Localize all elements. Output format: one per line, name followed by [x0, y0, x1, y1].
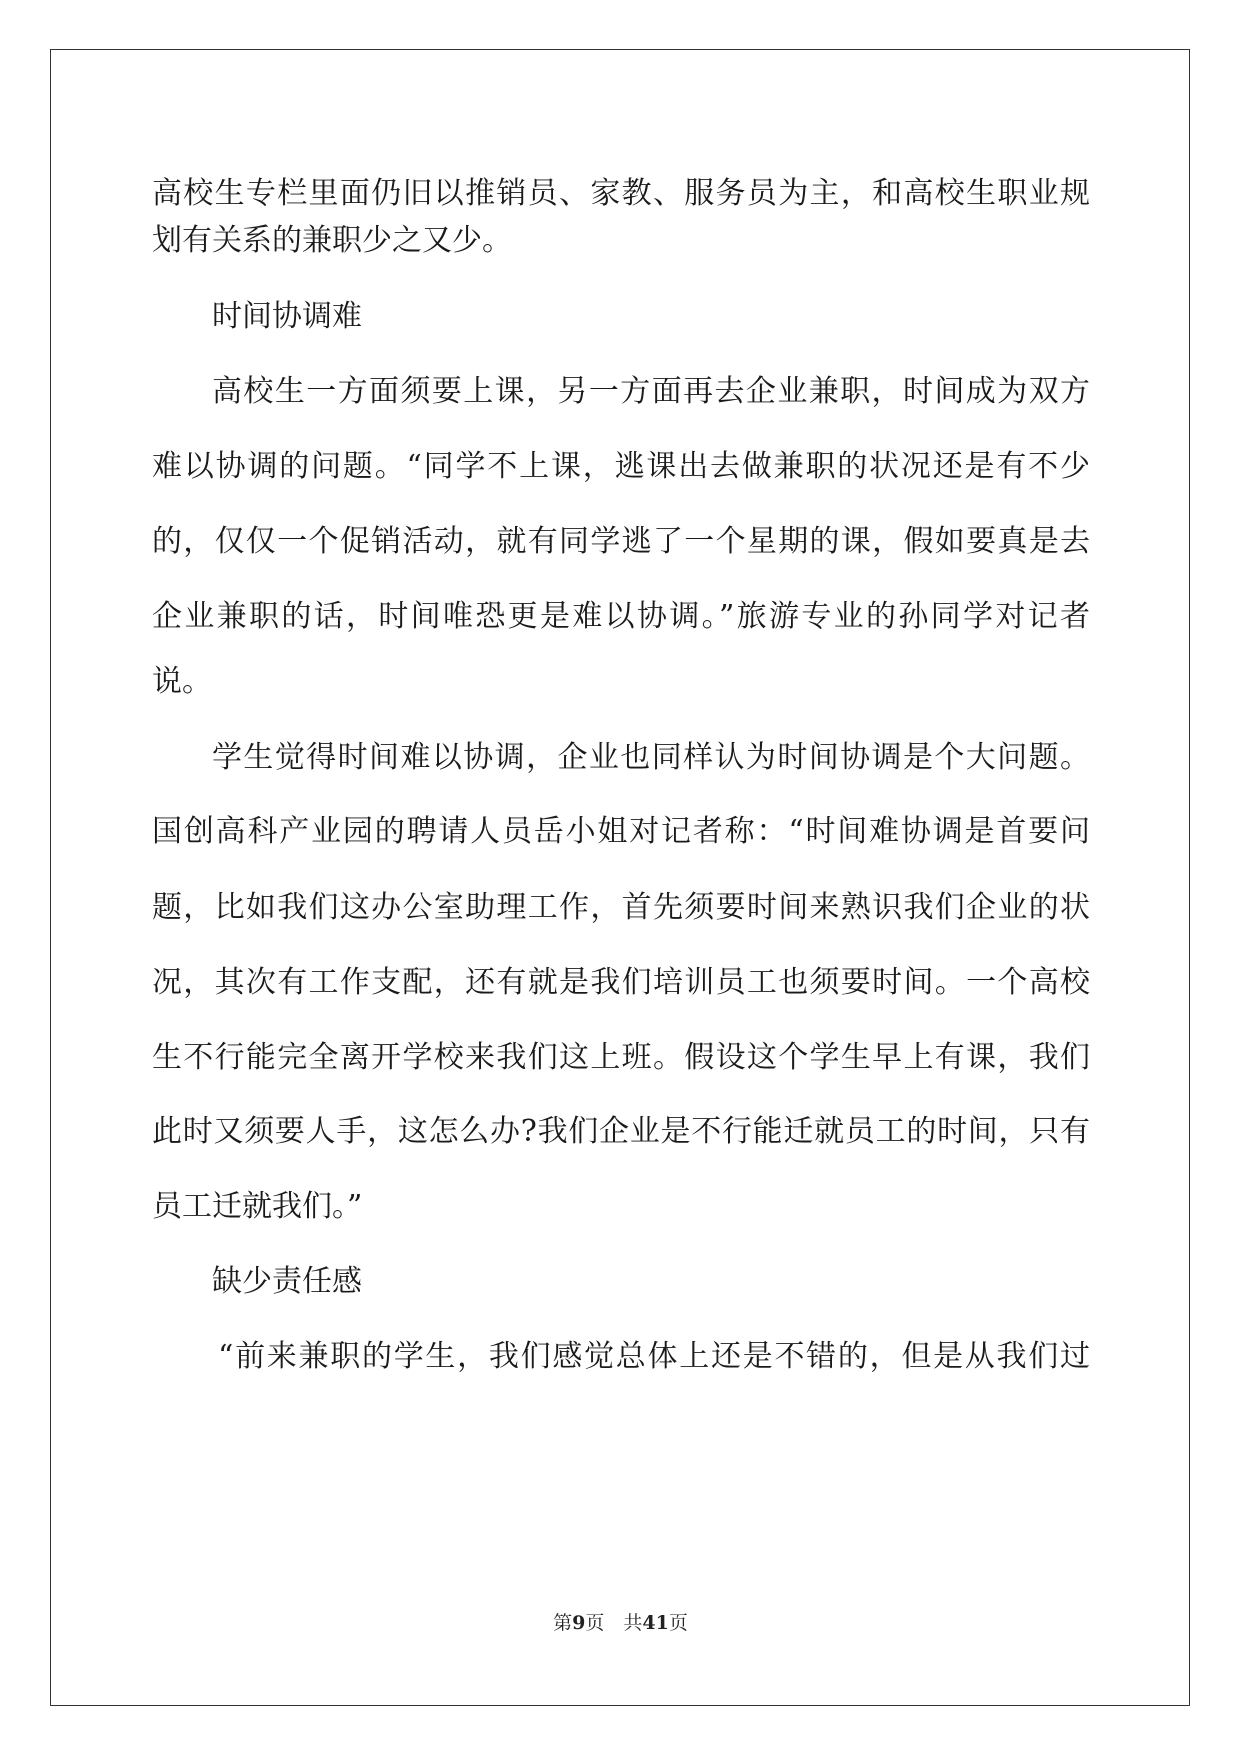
body-text-line: 企业兼职的话，时间唯恐更是难以协调。”旅游专业的孙同学对记者 [152, 599, 1090, 634]
footer-prefix: 第 [553, 1612, 573, 1634]
body-text-line: 高校生专栏里面仍旧以推销员、家教、服务员为主，和高校生职业规 [152, 176, 1090, 211]
total-page-number: 41 [642, 1612, 669, 1634]
body-text-line: 高校生一方面须要上课，另一方面再去企业兼职，时间成为双方 [212, 374, 1090, 409]
body-text-line: 说。 [152, 664, 212, 699]
current-page-number: 9 [572, 1612, 586, 1634]
body-text-line: 况，其次有工作支配，还有就是我们培训员工也须要时间。一个高校 [152, 965, 1090, 1000]
body-text-line: “前来兼职的学生，我们感觉总体上还是不错的，但是从我们过 [218, 1339, 1090, 1374]
body-text-line: 学生觉得时间难以协调，企业也同样认为时间协调是个大问题。 [212, 740, 1090, 775]
body-text-line: 题，比如我们这办公室助理工作，首先须要时间来熟识我们企业的状 [152, 890, 1090, 925]
body-text-line: 国创高科产业园的聘请人员岳小姐对记者称：“时间难协调是首要问 [152, 814, 1090, 849]
footer-suffix: 页 [668, 1612, 688, 1634]
body-text-line: 的，仅仅一个促销活动，就有同学逃了一个星期的课，假如要真是去 [152, 524, 1090, 559]
body-text-line: 生不行能完全离开学校来我们这上班。假设这个学生早上有课，我们 [152, 1040, 1090, 1075]
section-heading: 缺少责任感 [212, 1264, 362, 1299]
body-text-line: 难以协调的问题。“同学不上课，逃课出去做兼职的状况还是有不少 [152, 449, 1090, 484]
body-text-line: 此时又须要人手，这怎么办?我们企业是不行能迁就员工的时间，只有 [152, 1114, 1090, 1149]
section-heading: 时间协调难 [212, 299, 362, 334]
body-text-line: 员工迁就我们。” [152, 1189, 363, 1224]
body-text-line: 划有关系的兼职少之又少。 [152, 223, 512, 258]
page-footer [0, 1611, 1241, 1635]
footer-middle: 页 共 [585, 1612, 643, 1634]
